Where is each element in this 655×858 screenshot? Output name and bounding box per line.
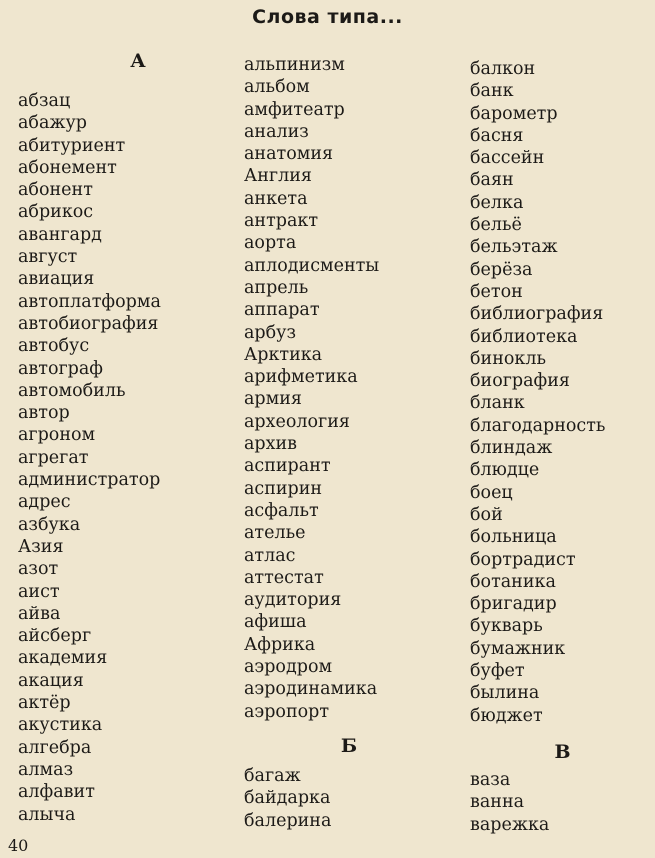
word-item: аттестат: [244, 567, 324, 588]
word-item: автограф: [18, 358, 104, 379]
word-item: барометр: [470, 103, 558, 124]
word-item: аорта: [244, 233, 297, 254]
word-item: актёр: [18, 693, 71, 714]
word-item: алмаз: [18, 759, 74, 780]
word-item: банк: [470, 81, 514, 102]
word-column-1: [18, 48, 218, 826]
word-item: благодарность: [470, 415, 606, 436]
word-item: алгебра: [18, 737, 92, 758]
word-item: анкета: [244, 188, 308, 209]
word-item: археология: [244, 411, 350, 432]
word-item: автор: [18, 403, 70, 424]
word-item: абитуриент: [18, 135, 126, 156]
word-item: багаж: [244, 765, 301, 786]
word-item: август: [18, 247, 78, 268]
word-item: азот: [18, 559, 59, 580]
word-item: армия: [244, 389, 302, 410]
word-item: амфитеатр: [244, 99, 345, 120]
word-item: библиография: [470, 304, 604, 325]
word-item: аудитория: [244, 590, 342, 611]
word-item: аист: [18, 581, 60, 602]
word-item: абонент: [18, 180, 93, 201]
word-list-v: [470, 769, 655, 836]
word-item: архив: [244, 434, 298, 455]
word-item: автомобиль: [18, 380, 126, 401]
word-item: белка: [470, 192, 524, 213]
word-item: былина: [470, 683, 540, 704]
word-list-a-continued: [244, 54, 454, 723]
word-item: баян: [470, 170, 514, 191]
word-item: агрегат: [18, 447, 89, 468]
word-item: академия: [18, 648, 108, 669]
word-item: алыча: [18, 804, 76, 825]
word-list-b: [244, 765, 454, 832]
word-item: атлас: [244, 545, 296, 566]
word-list-a: [18, 90, 218, 826]
word-item: айва: [18, 603, 61, 624]
word-item: бетон: [470, 281, 523, 302]
word-item: аппарат: [244, 300, 320, 321]
word-item: блиндаж: [470, 438, 553, 459]
word-item: абзац: [18, 91, 71, 111]
word-item: бланк: [470, 393, 525, 414]
word-item: автобиография: [18, 313, 159, 334]
word-item: аплодисменты: [244, 255, 380, 276]
word-item: ваза: [470, 769, 511, 790]
word-item: ванна: [470, 792, 525, 813]
word-item: балерина: [244, 810, 332, 831]
word-item: байдарка: [244, 788, 331, 809]
word-item: биография: [470, 371, 570, 392]
word-item: аэродинамика: [244, 679, 378, 700]
word-item: Азия: [18, 536, 64, 557]
word-item: акустика: [18, 715, 103, 736]
word-item: Арктика: [244, 344, 323, 365]
word-item: ателье: [244, 523, 306, 544]
word-item: буфет: [470, 661, 525, 682]
word-list-b-continued: [470, 58, 655, 727]
word-item: бой: [470, 504, 503, 525]
word-item: бортрадист: [470, 549, 576, 570]
word-item: акация: [18, 670, 84, 691]
word-item: автобус: [18, 336, 90, 357]
word-item: апрель: [244, 277, 309, 298]
page-title: Слова типа...: [252, 6, 403, 28]
word-column-3: [470, 58, 655, 836]
word-item: берёза: [470, 259, 533, 280]
word-item: альпинизм: [244, 55, 345, 75]
word-item: аэропорт: [244, 701, 330, 722]
word-item: ботаника: [470, 571, 556, 592]
word-item: аспирант: [244, 456, 331, 477]
word-item: варежка: [470, 814, 550, 835]
word-item: аэродром: [244, 657, 333, 678]
word-item: боец: [470, 482, 513, 503]
word-item: адрес: [18, 492, 71, 513]
word-item: антракт: [244, 211, 319, 232]
word-item: абрикос: [18, 202, 94, 223]
word-item: афиша: [244, 612, 307, 633]
word-item: авиация: [18, 269, 95, 290]
word-item: букварь: [470, 616, 543, 637]
word-item: арбуз: [244, 322, 297, 343]
section-letter-b: Б: [340, 734, 358, 757]
word-item: бассейн: [470, 148, 545, 169]
word-item: агроном: [18, 425, 96, 446]
word-item: асфальт: [244, 500, 319, 521]
word-item: альбом: [244, 77, 310, 98]
word-item: авангард: [18, 224, 102, 245]
word-item: бельэтаж: [470, 237, 558, 258]
word-item: бельё: [470, 215, 522, 236]
section-letter-a: А: [130, 50, 146, 72]
word-item: администратор: [18, 470, 161, 491]
word-item: бюджет: [470, 705, 543, 726]
word-item: анатомия: [244, 144, 334, 165]
word-item: бригадир: [470, 594, 557, 615]
word-item: бинокль: [470, 348, 546, 369]
word-item: блюдце: [470, 460, 540, 481]
word-item: бумажник: [470, 638, 566, 659]
word-item: Англия: [244, 166, 312, 187]
word-item: арифметика: [244, 367, 358, 388]
word-item: библиотека: [470, 326, 578, 347]
word-item: автоплатформа: [18, 291, 161, 312]
word-item: аспирин: [244, 478, 323, 499]
word-item: балкон: [470, 59, 536, 79]
word-item: айсберг: [18, 626, 92, 647]
section-letter-v: В: [554, 740, 571, 763]
word-item: абажур: [18, 113, 88, 134]
word-column-2: [244, 54, 454, 832]
word-item: Африка: [244, 634, 316, 655]
word-item: абонемент: [18, 157, 117, 178]
word-item: анализ: [244, 121, 309, 142]
word-item: азбука: [18, 514, 81, 535]
word-item: басня: [470, 125, 524, 146]
word-item: алфавит: [18, 782, 95, 803]
word-item: больница: [470, 527, 557, 548]
page-number: 40: [8, 836, 29, 855]
